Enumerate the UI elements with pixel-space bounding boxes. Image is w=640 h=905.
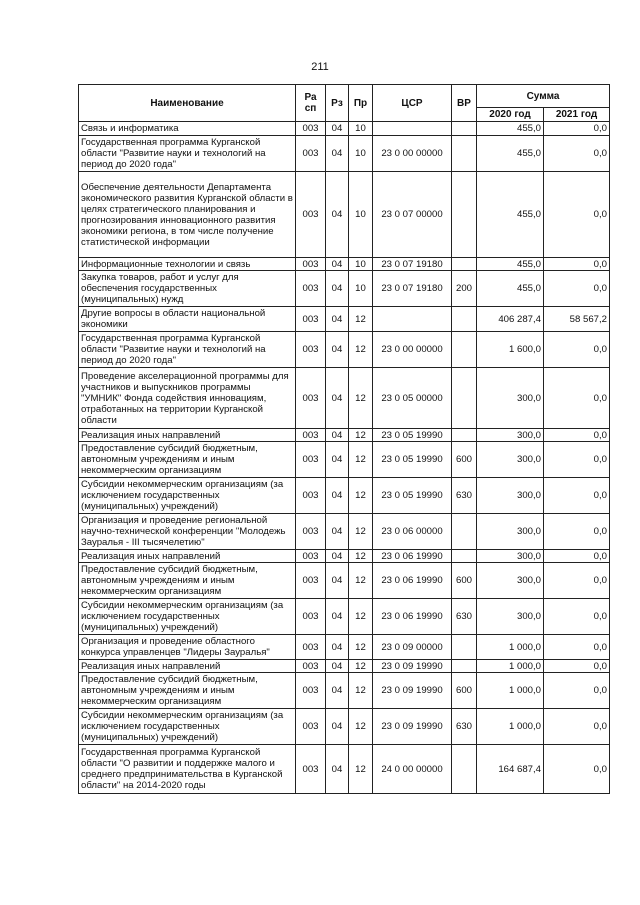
row-sum-2021: 0,0	[544, 368, 610, 429]
row-csr: 23 0 00 00000	[373, 332, 452, 368]
row-vr	[452, 136, 477, 172]
row-rz: 04	[326, 635, 349, 660]
row-rz: 04	[326, 550, 349, 563]
row-csr: 23 0 09 19990	[373, 673, 452, 709]
header-csr: ЦСР	[373, 85, 452, 122]
row-pr: 10	[349, 271, 373, 307]
row-name: Государственная программа Курганской области "Развитие науки и технологий на период до 2020 года"	[79, 332, 296, 368]
row-name: Субсидии некоммерческим организациям (за исключением государственных (муниципальных) учреждений)	[79, 709, 296, 745]
row-rz: 04	[326, 709, 349, 745]
row-sum-2020: 1 600,0	[477, 332, 544, 368]
row-csr: 24 0 00 00000	[373, 745, 452, 794]
row-rasp: 003	[296, 122, 326, 136]
row-sum-2021: 58 567,2	[544, 307, 610, 332]
row-name: Субсидии некоммерческим организациям (за исключением государственных (муниципальных) учреждений)	[79, 478, 296, 514]
budget-table	[78, 84, 610, 794]
header-rz: Рз	[326, 85, 349, 122]
row-sum-2020: 300,0	[477, 478, 544, 514]
row-rasp: 003	[296, 660, 326, 673]
table-row	[79, 332, 610, 368]
row-rz: 04	[326, 660, 349, 673]
row-vr	[452, 514, 477, 550]
table-row	[79, 599, 610, 635]
row-rasp: 003	[296, 635, 326, 660]
row-sum-2021: 0,0	[544, 563, 610, 599]
row-csr: 23 0 09 19990	[373, 660, 452, 673]
row-sum-2021: 0,0	[544, 635, 610, 660]
row-csr: 23 0 06 19990	[373, 563, 452, 599]
row-csr: 23 0 05 19990	[373, 478, 452, 514]
row-sum-2020: 300,0	[477, 599, 544, 635]
row-vr: 600	[452, 673, 477, 709]
row-vr	[452, 122, 477, 136]
row-csr: 23 0 05 00000	[373, 368, 452, 429]
row-vr	[452, 429, 477, 442]
row-name: Организация и проведение областного конкурса управленцев "Лидеры Зауралья"	[79, 635, 296, 660]
row-name: Предоставление субсидий бюджетным, автономным учреждениям и иным некоммерческим организациям	[79, 563, 296, 599]
row-rasp: 003	[296, 172, 326, 258]
row-sum-2020: 300,0	[477, 563, 544, 599]
row-sum-2020: 455,0	[477, 136, 544, 172]
row-sum-2020: 455,0	[477, 172, 544, 258]
table-row	[79, 673, 610, 709]
row-pr: 12	[349, 429, 373, 442]
row-sum-2020: 300,0	[477, 514, 544, 550]
row-pr: 12	[349, 673, 373, 709]
table-row	[79, 709, 610, 745]
row-csr: 23 0 06 19990	[373, 550, 452, 563]
row-rz: 04	[326, 332, 349, 368]
row-name: Государственная программа Курганской области "Развитие науки и технологий на период до 2020 года"	[79, 136, 296, 172]
row-rz: 04	[326, 172, 349, 258]
row-sum-2020: 455,0	[477, 271, 544, 307]
row-pr: 12	[349, 332, 373, 368]
row-rasp: 003	[296, 514, 326, 550]
header-year-2021: 2021 год	[544, 108, 610, 122]
row-sum-2021: 0,0	[544, 172, 610, 258]
row-sum-2020: 300,0	[477, 368, 544, 429]
row-name: Предоставление субсидий бюджетным, автономным учреждениям и иным некоммерческим организациям	[79, 673, 296, 709]
row-rasp: 003	[296, 478, 326, 514]
row-rasp: 003	[296, 563, 326, 599]
row-csr	[373, 122, 452, 136]
row-rz: 04	[326, 745, 349, 794]
row-csr: 23 0 07 19180	[373, 271, 452, 307]
row-rasp: 003	[296, 599, 326, 635]
row-rasp: 003	[296, 258, 326, 271]
header-vr: ВР	[452, 85, 477, 122]
row-sum-2021: 0,0	[544, 478, 610, 514]
table-row	[79, 136, 610, 172]
row-pr: 10	[349, 122, 373, 136]
row-name: Государственная программа Курганской области "О развитии и поддержке малого и среднего предпринимательства в Курганской области" на 2014-2020 годы	[79, 745, 296, 794]
row-name: Другие вопросы в области национальной экономики	[79, 307, 296, 332]
row-vr	[452, 172, 477, 258]
row-pr: 12	[349, 550, 373, 563]
table-row	[79, 563, 610, 599]
row-name: Информационные технологии и связь	[79, 258, 296, 271]
row-sum-2020: 1 000,0	[477, 635, 544, 660]
table-row	[79, 258, 610, 271]
row-rasp: 003	[296, 550, 326, 563]
row-sum-2021: 0,0	[544, 599, 610, 635]
row-rz: 04	[326, 514, 349, 550]
row-sum-2020: 1 000,0	[477, 709, 544, 745]
row-rz: 04	[326, 478, 349, 514]
row-rasp: 003	[296, 429, 326, 442]
row-sum-2020: 1 000,0	[477, 673, 544, 709]
row-pr: 10	[349, 258, 373, 271]
row-name: Проведение акселерационной программы для участников и выпускников программы "УМНИК" Фонда содействия инновациям, отработанных на территории Курганской области	[79, 368, 296, 429]
row-rasp: 003	[296, 271, 326, 307]
row-rasp: 003	[296, 136, 326, 172]
row-vr: 200	[452, 271, 477, 307]
row-vr: 630	[452, 478, 477, 514]
row-sum-2020: 300,0	[477, 550, 544, 563]
row-sum-2020: 300,0	[477, 442, 544, 478]
header-pr: Пр	[349, 85, 373, 122]
header-sum: Сумма	[477, 85, 610, 108]
row-name: Обеспечение деятельности Департамента экономического развития Курганской области в целях стратегического планирования и прогнозирования инновационного развития экономики региона, в том числе получение статистической информации	[79, 172, 296, 258]
row-name: Организация и проведение региональной научно-технической конференции "Молодежь Зауралья - III тысячелетию"	[79, 514, 296, 550]
row-pr: 10	[349, 172, 373, 258]
row-sum-2020: 406 287,4	[477, 307, 544, 332]
table-row	[79, 307, 610, 332]
row-sum-2021: 0,0	[544, 271, 610, 307]
row-name: Реализация иных направлений	[79, 550, 296, 563]
row-csr: 23 0 07 19180	[373, 258, 452, 271]
table-row	[79, 660, 610, 673]
row-rasp: 003	[296, 442, 326, 478]
row-rz: 04	[326, 599, 349, 635]
row-rasp: 003	[296, 332, 326, 368]
row-pr: 10	[349, 136, 373, 172]
row-name: Реализация иных направлений	[79, 429, 296, 442]
header-rasp: Ра сп	[296, 85, 326, 122]
row-vr: 600	[452, 442, 477, 478]
row-sum-2021: 0,0	[544, 332, 610, 368]
row-vr: 630	[452, 709, 477, 745]
row-name: Закупка товаров, работ и услуг для обеспечения государственных (муниципальных) нужд	[79, 271, 296, 307]
row-csr: 23 0 05 19990	[373, 429, 452, 442]
row-vr	[452, 745, 477, 794]
row-sum-2021: 0,0	[544, 429, 610, 442]
row-name: Связь и информатика	[79, 122, 296, 136]
row-sum-2020: 1 000,0	[477, 660, 544, 673]
row-vr	[452, 258, 477, 271]
row-sum-2021: 0,0	[544, 660, 610, 673]
row-rz: 04	[326, 136, 349, 172]
row-pr: 12	[349, 442, 373, 478]
row-rz: 04	[326, 673, 349, 709]
table-row	[79, 172, 610, 258]
row-vr: 600	[452, 563, 477, 599]
row-csr: 23 0 00 00000	[373, 136, 452, 172]
row-sum-2021: 0,0	[544, 709, 610, 745]
row-csr: 23 0 09 19990	[373, 709, 452, 745]
row-sum-2021: 0,0	[544, 258, 610, 271]
table-row	[79, 514, 610, 550]
row-name: Предоставление субсидий бюджетным, автономным учреждениям и иным некоммерческим организациям	[79, 442, 296, 478]
row-pr: 12	[349, 635, 373, 660]
page-number: 211	[311, 61, 329, 73]
table-row	[79, 745, 610, 794]
row-sum-2021: 0,0	[544, 745, 610, 794]
row-pr: 12	[349, 307, 373, 332]
row-rasp: 003	[296, 745, 326, 794]
row-pr: 12	[349, 599, 373, 635]
row-vr	[452, 332, 477, 368]
row-sum-2021: 0,0	[544, 514, 610, 550]
row-csr: 23 0 09 00000	[373, 635, 452, 660]
row-rasp: 003	[296, 307, 326, 332]
row-rasp: 003	[296, 368, 326, 429]
table-header	[79, 85, 610, 122]
row-sum-2021: 0,0	[544, 136, 610, 172]
header-year-2020: 2020 год	[477, 108, 544, 122]
row-sum-2020: 300,0	[477, 429, 544, 442]
row-csr	[373, 307, 452, 332]
row-rasp: 003	[296, 673, 326, 709]
row-sum-2020: 164 687,4	[477, 745, 544, 794]
row-sum-2020: 455,0	[477, 122, 544, 136]
row-csr: 23 0 05 19990	[373, 442, 452, 478]
table-row	[79, 429, 610, 442]
row-vr	[452, 368, 477, 429]
table-body	[79, 122, 610, 794]
row-sum-2021: 0,0	[544, 122, 610, 136]
row-vr	[452, 307, 477, 332]
row-rz: 04	[326, 258, 349, 271]
row-rz: 04	[326, 307, 349, 332]
row-pr: 12	[349, 478, 373, 514]
row-pr: 12	[349, 514, 373, 550]
row-rz: 04	[326, 271, 349, 307]
table-row	[79, 271, 610, 307]
table-row	[79, 368, 610, 429]
row-csr: 23 0 06 19990	[373, 599, 452, 635]
row-sum-2021: 0,0	[544, 550, 610, 563]
row-vr	[452, 660, 477, 673]
table-row	[79, 550, 610, 563]
row-sum-2021: 0,0	[544, 442, 610, 478]
table-row	[79, 635, 610, 660]
row-rasp: 003	[296, 709, 326, 745]
table-row	[79, 442, 610, 478]
row-name: Реализация иных направлений	[79, 660, 296, 673]
row-pr: 12	[349, 745, 373, 794]
row-csr: 23 0 07 00000	[373, 172, 452, 258]
row-vr	[452, 550, 477, 563]
table-row	[79, 478, 610, 514]
row-rz: 04	[326, 429, 349, 442]
table-row	[79, 122, 610, 136]
row-sum-2020: 455,0	[477, 258, 544, 271]
row-pr: 12	[349, 563, 373, 599]
row-csr: 23 0 06 00000	[373, 514, 452, 550]
row-vr	[452, 635, 477, 660]
row-pr: 12	[349, 660, 373, 673]
row-name: Субсидии некоммерческим организациям (за исключением государственных (муниципальных) учреждений)	[79, 599, 296, 635]
row-rz: 04	[326, 563, 349, 599]
row-pr: 12	[349, 368, 373, 429]
row-rz: 04	[326, 122, 349, 136]
row-vr: 630	[452, 599, 477, 635]
row-rz: 04	[326, 442, 349, 478]
header-name: Наименование	[79, 85, 296, 122]
row-sum-2021: 0,0	[544, 673, 610, 709]
row-rz: 04	[326, 368, 349, 429]
row-pr: 12	[349, 709, 373, 745]
